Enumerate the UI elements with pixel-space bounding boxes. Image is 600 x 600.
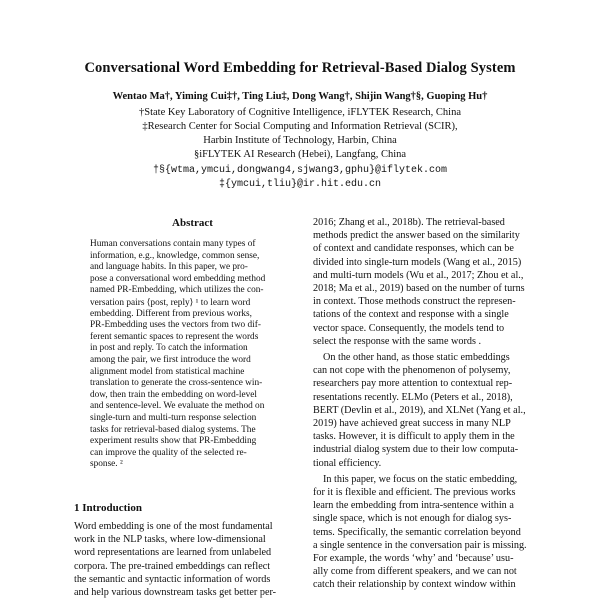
introduction-line: word representations are learned from unlabeled [74, 547, 272, 559]
right-column-line: for it is flexible and efficient. The previous works [313, 487, 516, 498]
abstract-line: versation pairs ⟨post, reply⟩ ¹ to learn word [90, 298, 251, 308]
affiliation-line: †State Key Laboratory of Cognitive Intelligence, iFLYTEK Research, China [138, 107, 462, 118]
right-column-line: BERT (Devlin et al., 2019), and XLNet (Yang et al., [313, 404, 526, 416]
right-column-line: catch their relationship by context window within [313, 579, 516, 591]
affiliation-line: §iFLYTEK AI Research (Hebei), Langfang, China [193, 149, 407, 160]
right-column-line: tional efficiency. [313, 457, 382, 469]
right-column-line: of context and candidate responses, which can be [313, 243, 514, 255]
abstract-line: tasks for retrieval-based dialog systems. The [90, 424, 256, 435]
abstract-line: and sentence-level. We evaluate the method on [90, 401, 265, 412]
abstract-line: translation to generate the cross-sentence win- [90, 378, 263, 389]
abstract-line: embedding. Different from previous works, [90, 308, 252, 319]
right-column-line: in context. Those methods construct the represen- [313, 296, 516, 308]
right-column-line: 2016; Zhang et al., 2018b). The retrieval-based [313, 217, 505, 228]
right-column-line: researchers pay more attention to contextual rep- [313, 378, 513, 390]
abstract-line: ferent semantic spaces to represent the words [90, 331, 259, 342]
introduction-line: Word embedding is one of the most fundamental [74, 521, 273, 532]
email-line: ‡{ymcui,tliu}@ir.hit.edu.cn [218, 179, 382, 190]
right-column-line: In this paper, we focus on the static embedding, [323, 473, 518, 485]
right-column-line: vector space. Consequently, the models tend to [313, 322, 505, 334]
abstract-line: alignment model from statistical machine [90, 366, 245, 377]
abstract-line: information, e.g., knowledge, common sense, [90, 250, 260, 261]
right-column-line: learn the embedding from intra-sentence within a [313, 500, 514, 512]
right-column-line: a single sentence in the conversation pair is missing. [313, 539, 527, 551]
abstract-line: sponse. ² [90, 459, 123, 470]
abstract-line: and language habits. In this paper, we pro- [90, 262, 248, 273]
affiliation-line: ‡Research Center for Social Computing and Information Retrieval (SCIR), [142, 121, 458, 132]
abstract-line: among the pair, we first introduce the word [90, 355, 251, 365]
right-column-line: For example, the words ‘why’ and ‘because’ usu- [313, 553, 514, 564]
abstract-line: experiment results show that PR-Embedding [90, 436, 257, 447]
right-column-line: industrial dialog system due to their low computa- [313, 444, 519, 456]
abstract-line: can improve the quality of the selected re- [90, 447, 247, 458]
abstract-line: named PR-Embedding, which utilizes the con- [90, 285, 264, 296]
right-column-line: 2019) have achieved great success in many NLP [313, 418, 511, 429]
abstract-line: single-turn and multi-turn response selection [90, 413, 257, 423]
email-line: †§{wtma,ymcui,dongwang4,sjwang3,gphu}@iflytek.com [152, 165, 448, 176]
right-column-line: divided into single-turn models (Wang et al., 2015) [313, 256, 522, 268]
abstract-heading: Abstract [172, 217, 213, 229]
right-column-line: On the other hand, as those static embeddings [323, 352, 510, 363]
right-column-line: single space, which is not enough for dialog sys- [313, 513, 512, 525]
section-heading-introduction: 1 Introduction [74, 502, 142, 514]
abstract-line: in post and reply. To catch the information [90, 343, 248, 354]
abstract-line: PR-Embedding uses the vectors from two dif- [90, 320, 261, 331]
right-column-line: resentations recently. ELMo (Peters et al., 2018), [313, 391, 513, 403]
right-column-line: 2018; Ma et al., 2019) based on the number of turns [313, 283, 525, 294]
right-column-line: methods predict the answer based on the similarity [313, 230, 520, 242]
introduction-line: the semantic and syntactic information of words [74, 573, 271, 585]
right-column-line: tations of the context and response with a single [313, 309, 509, 321]
introduction-line: corpora. The pre-trained embeddings can reflect [74, 560, 271, 572]
affiliation-line: Harbin Institute of Technology, Harbin, China [203, 135, 397, 146]
right-column-line: ally come from different speakers, and we can not [313, 566, 517, 578]
abstract-line: pose a conversational word embedding method [90, 273, 266, 284]
author-list: Wentao Ma†, Yiming Cui‡†, Ting Liu‡, Dong Wang†, Shijin Wang†§, Guoping Hu† [112, 91, 488, 102]
right-column-line: select the response with the same words . [313, 335, 482, 347]
abstract-line: dow, then train the embedding on word-level [90, 389, 257, 400]
right-column-line: can not cope with the phenomenon of polysemy, [313, 365, 511, 377]
introduction-line: and help various downstream tasks get better per- [74, 587, 277, 598]
paper-title: Conversational Word Embedding for Retrieval-Based Dialog System [84, 60, 516, 76]
introduction-line: work in the NLP tasks, where low-dimensional [74, 534, 266, 546]
right-column-line: and multi-turn models (Wu et al., 2017; Zhou et al., [313, 269, 524, 281]
abstract-line: Human conversations contain many types of [90, 239, 256, 249]
right-column-line: tems. Specifically, the semantic correlation beyond [313, 526, 521, 538]
right-column-line: tasks. However, it is difficult to apply them in the [313, 431, 515, 443]
